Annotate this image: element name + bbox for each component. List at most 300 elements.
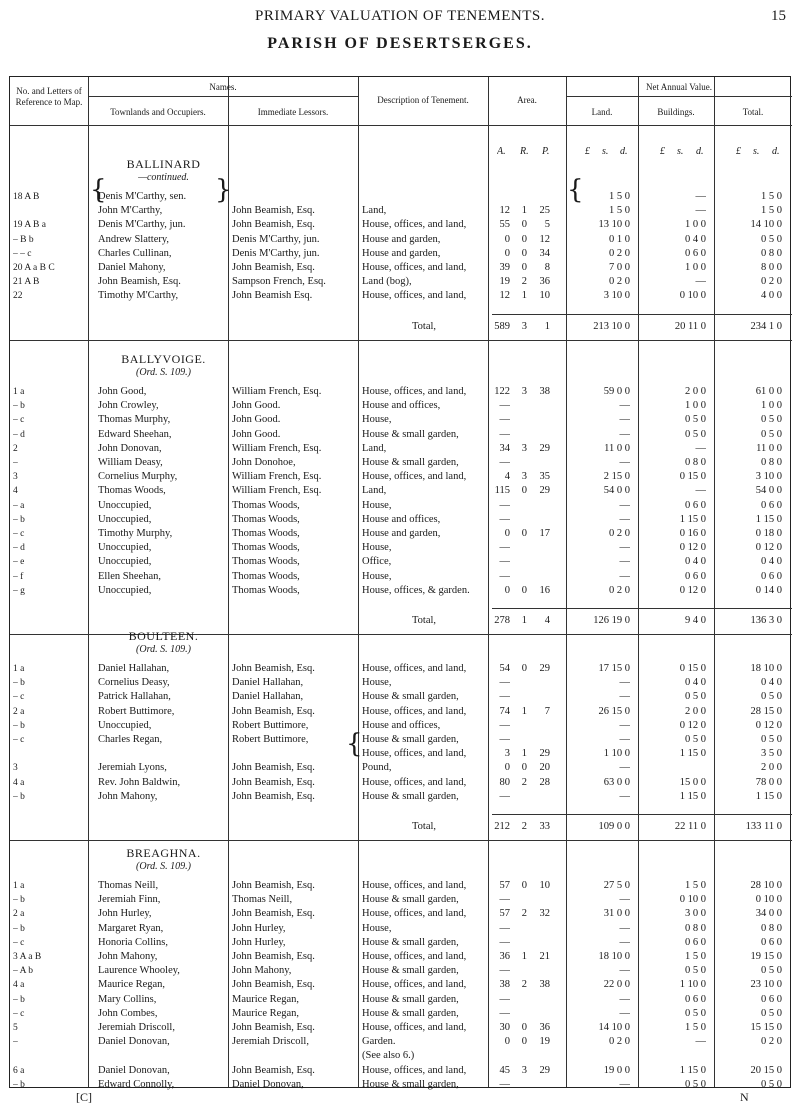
row-acres: — bbox=[499, 499, 510, 511]
row-lessor: William French, Esq. bbox=[232, 485, 322, 497]
total-row bbox=[10, 614, 792, 628]
row-description: House, offices, & garden. bbox=[362, 584, 470, 596]
row-description: House, offices, and land, bbox=[362, 908, 467, 920]
row-buildings-value: 15 0 0 bbox=[679, 776, 706, 788]
row-lessor: John Good. bbox=[232, 400, 281, 412]
row-occupier: Cornelius Deasy, bbox=[98, 677, 170, 689]
row-occupier: John Donovan, bbox=[98, 442, 162, 454]
row-acres: 0 bbox=[504, 528, 510, 539]
total-perches: 33 bbox=[539, 821, 550, 832]
row-total-value: 0 2 0 bbox=[761, 276, 782, 288]
row-roods: 0 bbox=[521, 528, 527, 539]
row-total-value: 0 5 0 bbox=[761, 1007, 782, 1019]
table-row bbox=[10, 776, 792, 790]
row-roods: 1 bbox=[521, 705, 527, 717]
row-total-value: 19 15 0 bbox=[750, 951, 782, 962]
row-land-value: — bbox=[619, 719, 630, 731]
row-occupier: John Combes, bbox=[98, 1007, 158, 1019]
row-buildings-value: 2 0 0 bbox=[685, 705, 706, 717]
row-lessor: Thomas Woods, bbox=[232, 542, 300, 554]
row-acres: 54 bbox=[499, 663, 510, 674]
row-lessor: John Good. bbox=[232, 428, 281, 440]
row-acres: 0 bbox=[504, 584, 510, 596]
row-lessor: John Beamish, Esq. bbox=[232, 205, 315, 217]
row-description: House & small garden, bbox=[362, 734, 459, 745]
row-ref: 2 bbox=[13, 443, 18, 454]
row-acres: 122 bbox=[494, 386, 510, 397]
row-buildings-value: 1 10 0 bbox=[679, 979, 706, 991]
row-roods: 2 bbox=[521, 776, 527, 788]
table-row bbox=[10, 1021, 792, 1035]
table-row bbox=[10, 719, 792, 733]
row-buildings-value: 1 5 0 bbox=[685, 951, 706, 962]
brace-icon: { bbox=[346, 729, 363, 759]
row-description: House, bbox=[362, 542, 392, 554]
row-total-value: 0 6 0 bbox=[761, 499, 782, 511]
row-ref: – b bbox=[13, 720, 25, 731]
row-ref: 21 A B bbox=[13, 277, 40, 288]
row-description: House, offices, and land, bbox=[362, 262, 467, 273]
row-ref: – c bbox=[13, 692, 25, 703]
table-row bbox=[10, 1007, 792, 1021]
row-perches: 29 bbox=[539, 442, 550, 454]
row-description: House & small garden, bbox=[362, 894, 459, 906]
row-total-value: 28 10 0 bbox=[750, 880, 782, 891]
row-buildings-value: 0 5 0 bbox=[685, 414, 706, 426]
total-buildings: 20 11 0 bbox=[674, 320, 706, 332]
row-roods: 3 bbox=[521, 1064, 527, 1076]
row-lessor: William French, Esq. bbox=[232, 471, 322, 483]
row-buildings-value: 1 5 0 bbox=[685, 880, 706, 891]
row-perches: 5 bbox=[544, 219, 550, 231]
row-buildings-value: 0 6 0 bbox=[685, 993, 706, 1005]
row-total-value: 0 18 0 bbox=[755, 528, 782, 539]
row-total-value: 1 0 0 bbox=[761, 400, 782, 412]
row-lessor: William French, Esq. bbox=[232, 442, 322, 454]
table-row bbox=[10, 570, 792, 584]
unit-roods: R. bbox=[520, 146, 529, 157]
row-perches: 29 bbox=[539, 485, 550, 497]
row-buildings-value: 0 16 0 bbox=[679, 528, 706, 539]
row-acres: 74 bbox=[499, 705, 510, 717]
row-buildings-value: 0 6 0 bbox=[685, 570, 706, 582]
row-buildings-value: — bbox=[695, 442, 706, 454]
col-header-ref: No. and Letters of Reference to Map. bbox=[15, 86, 83, 107]
row-occupier: Margaret Ryan, bbox=[98, 922, 164, 934]
row-total-value: 0 8 0 bbox=[761, 922, 782, 934]
brace-icon: { bbox=[567, 175, 584, 205]
unit-shillings: s. bbox=[602, 146, 609, 157]
row-land-value: 31 0 0 bbox=[603, 908, 630, 920]
row-perches: 34 bbox=[539, 247, 550, 259]
row-lessor: Denis M'Carthy, jun. bbox=[232, 233, 320, 245]
table-row bbox=[10, 484, 792, 498]
row-perches: 10 bbox=[539, 290, 550, 302]
row-total-value: 0 5 0 bbox=[761, 691, 782, 703]
row-occupier: John M'Carthy, bbox=[98, 205, 163, 217]
total-acres: 212 bbox=[494, 821, 510, 832]
row-lessor: John Beamish, Esq. bbox=[232, 1064, 315, 1076]
row-occupier: Maurice Regan, bbox=[98, 979, 166, 991]
row-occupier: Charles Regan, bbox=[98, 734, 163, 745]
total-acres: 589 bbox=[494, 320, 510, 332]
row-lessor: Sampson French, Esq. bbox=[232, 276, 326, 288]
row-ref: – a bbox=[13, 500, 25, 511]
row-ref: – c bbox=[13, 529, 25, 539]
row-description: House & small garden, bbox=[362, 965, 459, 977]
row-occupier: Ellen Sheehan, bbox=[98, 570, 161, 582]
row-perches: 20 bbox=[539, 762, 550, 774]
section-rule bbox=[10, 840, 792, 841]
row-lessor: Thomas Woods, bbox=[232, 528, 300, 539]
footer-signature-left: [C] bbox=[76, 1090, 92, 1104]
row-buildings-value: 1 0 0 bbox=[685, 400, 706, 412]
row-occupier: John Hurley, bbox=[98, 908, 152, 920]
row-ref: 3 bbox=[13, 763, 18, 774]
row-occupier: Andrew Slattery, bbox=[98, 233, 170, 245]
row-occupier: Daniel Hallahan, bbox=[98, 663, 170, 674]
row-ref: – c bbox=[13, 415, 25, 426]
row-buildings-value: 1 0 0 bbox=[685, 219, 706, 231]
row-lessor: Maurice Regan, bbox=[232, 993, 300, 1005]
row-description: Pound, bbox=[362, 762, 392, 774]
row-description: House and garden, bbox=[362, 528, 441, 539]
row-buildings-value: 0 12 0 bbox=[679, 584, 706, 596]
row-lessor: Thomas Woods, bbox=[232, 556, 300, 568]
townland-subtitle: (Ord. S. 109.) bbox=[136, 861, 191, 872]
row-lessor: Maurice Regan, bbox=[232, 1007, 300, 1019]
brace-icon: { bbox=[90, 175, 107, 205]
row-description: House, bbox=[362, 414, 392, 426]
row-ref: – bbox=[13, 458, 18, 468]
row-total-value: 20 15 0 bbox=[750, 1064, 782, 1076]
row-acres: — bbox=[499, 965, 510, 977]
row-total-value: 1 15 0 bbox=[755, 513, 782, 525]
table-row bbox=[10, 733, 792, 747]
row-ref: 2 a bbox=[13, 706, 25, 717]
row-land-value: — bbox=[619, 499, 630, 511]
row-lessor: John Beamish, Esq. bbox=[232, 951, 315, 962]
total-buildings: 22 11 0 bbox=[674, 821, 706, 832]
row-land-value: — bbox=[619, 513, 630, 525]
row-total-value: 0 5 0 bbox=[761, 965, 782, 977]
row-land-value: 27 5 0 bbox=[603, 880, 630, 891]
townland-name: BALLINARD bbox=[126, 157, 201, 171]
row-total-value: 0 4 0 bbox=[761, 556, 782, 568]
total-label: Total, bbox=[412, 320, 437, 332]
row-roods: 3 bbox=[521, 471, 527, 483]
row-buildings-value: 0 8 0 bbox=[685, 457, 706, 468]
table-row bbox=[10, 790, 792, 804]
row-ref: 6 a bbox=[13, 1065, 25, 1076]
row-total-value: 0 6 0 bbox=[761, 570, 782, 582]
row-occupier: Unoccupied, bbox=[98, 499, 152, 511]
table-row bbox=[10, 690, 792, 704]
row-land-value: — bbox=[619, 414, 630, 426]
row-occupier: Unoccupied, bbox=[98, 556, 152, 568]
row-description: House, offices, and land, bbox=[362, 290, 467, 302]
table-row bbox=[10, 513, 792, 527]
row-occupier: Daniel Mahony, bbox=[98, 262, 166, 273]
row-description: House & small garden, bbox=[362, 457, 459, 468]
row-land-value: 18 10 0 bbox=[598, 951, 630, 962]
row-buildings-value: 0 5 0 bbox=[685, 734, 706, 745]
row-description: House, bbox=[362, 677, 392, 689]
row-ref: – b bbox=[13, 923, 25, 934]
total-land: 126 19 0 bbox=[593, 615, 630, 626]
row-total-value: 0 8 0 bbox=[761, 247, 782, 259]
total-row bbox=[10, 820, 792, 834]
row-acres: 36 bbox=[499, 951, 510, 962]
col-header-lessors: Immediate Lessors. bbox=[257, 107, 329, 117]
row-acres: — bbox=[499, 677, 510, 689]
row-acres: 0 bbox=[504, 233, 510, 245]
row-total-value: 3 5 0 bbox=[761, 748, 782, 760]
row-perches: 29 bbox=[539, 748, 550, 760]
brace-icon: } bbox=[215, 175, 232, 205]
row-land-value: — bbox=[619, 542, 630, 554]
row-perches: 35 bbox=[539, 471, 550, 483]
row-total-value: 0 4 0 bbox=[761, 677, 782, 689]
row-lessor: Thomas Woods, bbox=[232, 499, 300, 511]
row-perches: 36 bbox=[539, 276, 550, 288]
row-description: Land (bog), bbox=[362, 276, 412, 288]
row-ref: – b bbox=[13, 994, 25, 1005]
row-lessor: John Beamish Esq. bbox=[232, 290, 313, 302]
row-perches: 38 bbox=[539, 386, 550, 397]
row-occupier: John Mahony, bbox=[98, 951, 158, 962]
table-row bbox=[10, 470, 792, 484]
row-land-value: — bbox=[619, 894, 630, 906]
row-land-value: 14 10 0 bbox=[598, 1022, 630, 1033]
row-acres: 19 bbox=[499, 276, 510, 288]
row-total-value: 54 0 0 bbox=[755, 485, 782, 497]
row-acres: — bbox=[499, 414, 510, 426]
table-row bbox=[10, 584, 792, 598]
row-lessor: Daniel Hallahan, bbox=[232, 691, 304, 703]
row-description: House & small garden, bbox=[362, 1007, 459, 1019]
row-lessor: Thomas Neill, bbox=[232, 894, 293, 906]
table-row bbox=[10, 233, 792, 247]
row-description: House, offices, and land, bbox=[362, 951, 467, 962]
col-header-net-annual-value: Net Annual Value. bbox=[645, 82, 713, 92]
row-perches: 38 bbox=[539, 979, 550, 991]
row-land-value: — bbox=[619, 762, 630, 774]
total-rule bbox=[492, 314, 792, 315]
row-description: House & small garden, bbox=[362, 993, 459, 1005]
row-lessor: John Beamish, Esq. bbox=[232, 705, 315, 717]
row-roods: 0 bbox=[521, 262, 527, 273]
row-occupier: John Good, bbox=[98, 386, 147, 397]
row-land-value: — bbox=[619, 922, 630, 934]
row-buildings-value: 1 15 0 bbox=[679, 748, 706, 760]
row-land-value: 19 0 0 bbox=[603, 1064, 630, 1076]
row-ref: – b bbox=[13, 895, 25, 906]
row-buildings-value: — bbox=[695, 205, 706, 217]
row-ref: 3 bbox=[13, 472, 18, 483]
row-occupier: Daniel Donovan, bbox=[98, 1064, 170, 1076]
table-row bbox=[10, 261, 792, 275]
row-ref: – – c bbox=[13, 248, 32, 259]
row-land-value: 54 0 0 bbox=[603, 485, 630, 497]
table-row bbox=[10, 879, 792, 893]
row-roods: 3 bbox=[521, 442, 527, 454]
row-lessor: John Donohoe, bbox=[232, 457, 296, 468]
townland-name: BREAGHNA. bbox=[126, 846, 201, 860]
table-row bbox=[10, 555, 792, 569]
row-buildings-value: 0 4 0 bbox=[685, 556, 706, 568]
page-number: 15 bbox=[771, 8, 786, 24]
row-roods: 0 bbox=[521, 762, 527, 774]
row-perches: 16 bbox=[539, 584, 550, 596]
row-roods: 2 bbox=[521, 908, 527, 920]
row-description: Office, bbox=[362, 556, 392, 568]
row-perches: 7 bbox=[544, 705, 550, 717]
row-acres: 12 bbox=[499, 205, 510, 217]
row-land-value: 1 5 0 bbox=[609, 191, 630, 202]
row-buildings-value: — bbox=[695, 191, 706, 202]
row-land-value: 59 0 0 bbox=[603, 386, 630, 397]
row-occupier: Unoccupied, bbox=[98, 513, 152, 525]
table-row bbox=[10, 1078, 792, 1092]
row-occupier: Edward Sheehan, bbox=[98, 428, 172, 440]
row-ref: 4 bbox=[13, 486, 18, 497]
row-ref: 1 a bbox=[13, 387, 25, 397]
table-row bbox=[10, 747, 792, 761]
row-occupier: John Beamish, Esq. bbox=[98, 276, 181, 288]
row-occupier: John Crowley, bbox=[98, 400, 159, 412]
row-occupier: Honoria Collins, bbox=[98, 936, 168, 948]
row-description: (See also 6.) bbox=[362, 1050, 415, 1062]
row-roods: 1 bbox=[521, 290, 527, 302]
table-row bbox=[10, 456, 792, 470]
unit-shillings: s. bbox=[677, 146, 684, 157]
row-acres: — bbox=[499, 936, 510, 948]
row-description: House and garden, bbox=[362, 247, 441, 259]
row-buildings-value: 3 0 0 bbox=[685, 908, 706, 920]
table-row bbox=[10, 247, 792, 261]
total-roods: 1 bbox=[521, 615, 527, 626]
unit-pounds: £ bbox=[736, 146, 741, 157]
table-row bbox=[10, 907, 792, 921]
row-occupier: Edward Connolly, bbox=[98, 1078, 175, 1090]
table-row bbox=[10, 705, 792, 719]
row-description: Garden. bbox=[362, 1036, 396, 1048]
row-land-value: 0 2 0 bbox=[609, 1036, 630, 1048]
row-lessor: John Beamish, Esq. bbox=[232, 908, 315, 920]
row-buildings-value: 0 10 0 bbox=[679, 894, 706, 906]
row-description: House and offices, bbox=[362, 513, 441, 525]
table-row bbox=[10, 1064, 792, 1078]
unit-acres: A. bbox=[497, 146, 506, 157]
row-roods: 3 bbox=[521, 386, 527, 397]
row-lessor: John Beamish, Esq. bbox=[232, 1022, 315, 1033]
row-buildings-value: 0 15 0 bbox=[679, 663, 706, 674]
row-ref: 20 A a B C bbox=[13, 263, 55, 273]
row-buildings-value: 2 0 0 bbox=[685, 386, 706, 397]
row-buildings-value: 0 5 0 bbox=[685, 1007, 706, 1019]
row-land-value: — bbox=[619, 790, 630, 802]
table-row bbox=[10, 413, 792, 427]
row-occupier: Timothy M'Carthy, bbox=[98, 290, 179, 302]
row-acres: 0 bbox=[504, 247, 510, 259]
row-total-value: 0 14 0 bbox=[755, 584, 782, 596]
row-ref: – b bbox=[13, 1079, 25, 1090]
unit-pence: d. bbox=[696, 146, 704, 157]
row-description: House, offices, and land, bbox=[362, 979, 467, 991]
row-buildings-value: 0 5 0 bbox=[685, 1078, 706, 1090]
row-ref: 1 a bbox=[13, 664, 25, 674]
total-label: Total, bbox=[412, 615, 437, 626]
row-acres: 4 bbox=[504, 471, 510, 483]
row-ref: 4 a bbox=[13, 980, 25, 991]
total-value: 136 3 0 bbox=[750, 615, 782, 626]
row-ref: 5 bbox=[13, 1023, 18, 1033]
row-ref: – d bbox=[13, 429, 25, 440]
row-land-value: 7 0 0 bbox=[609, 262, 630, 273]
table-row bbox=[10, 964, 792, 978]
row-acres: — bbox=[499, 993, 510, 1005]
row-acres: — bbox=[499, 556, 510, 568]
total-acres: 278 bbox=[494, 615, 510, 626]
col-header-total: Total. bbox=[742, 107, 764, 117]
row-buildings-value: — bbox=[695, 485, 706, 497]
row-occupier: Daniel Donovan, bbox=[98, 1036, 170, 1048]
row-land-value: — bbox=[619, 993, 630, 1005]
row-roods: 2 bbox=[521, 276, 527, 288]
row-occupier: Rev. John Baldwin, bbox=[98, 776, 181, 788]
unit-shillings: s. bbox=[753, 146, 760, 157]
row-description: House & small garden, bbox=[362, 936, 459, 948]
table-row bbox=[10, 676, 792, 690]
row-description: House, offices, and land, bbox=[362, 386, 467, 397]
row-buildings-value: 0 6 0 bbox=[685, 936, 706, 948]
row-total-value: 8 0 0 bbox=[761, 262, 782, 273]
row-occupier: Denis M'Carthy, jun. bbox=[98, 219, 186, 231]
row-perches: 32 bbox=[539, 908, 550, 920]
row-acres: — bbox=[499, 400, 510, 412]
col-header-occupiers: Townlands and Occupiers. bbox=[110, 107, 206, 117]
table-row bbox=[10, 978, 792, 992]
total-buildings: 9 4 0 bbox=[685, 615, 706, 626]
row-lessor: John Mahony, bbox=[232, 965, 292, 977]
row-land-value: 2 15 0 bbox=[603, 471, 630, 483]
row-ref: – b bbox=[13, 678, 25, 689]
table-row bbox=[10, 922, 792, 936]
row-acres: 0 bbox=[504, 1036, 510, 1048]
row-land-value: — bbox=[619, 400, 630, 412]
row-lessor: John Good. bbox=[232, 414, 281, 426]
row-land-value: 22 0 0 bbox=[603, 979, 630, 991]
row-ref: 3 A a B bbox=[13, 952, 42, 962]
row-acres: 80 bbox=[499, 776, 510, 788]
row-occupier: Charles Cullinan, bbox=[98, 247, 172, 259]
parish-title: PARISH OF DESERTSERGES. bbox=[267, 35, 533, 52]
row-acres: 3 bbox=[504, 748, 510, 760]
row-buildings-value: 0 4 0 bbox=[685, 233, 706, 245]
row-occupier: Jeremiah Lyons, bbox=[98, 762, 167, 774]
row-perches: 21 bbox=[539, 951, 550, 962]
total-rule bbox=[492, 814, 792, 815]
row-land-value: — bbox=[619, 734, 630, 745]
row-roods: 0 bbox=[521, 219, 527, 231]
row-description: House & small garden, bbox=[362, 1078, 459, 1090]
row-total-value: 0 10 0 bbox=[755, 894, 782, 906]
row-lessor: John Beamish, Esq. bbox=[232, 262, 315, 273]
row-acres: — bbox=[499, 428, 510, 440]
row-lessor: John Beamish, Esq. bbox=[232, 776, 315, 788]
row-buildings-value: 0 15 0 bbox=[679, 471, 706, 483]
